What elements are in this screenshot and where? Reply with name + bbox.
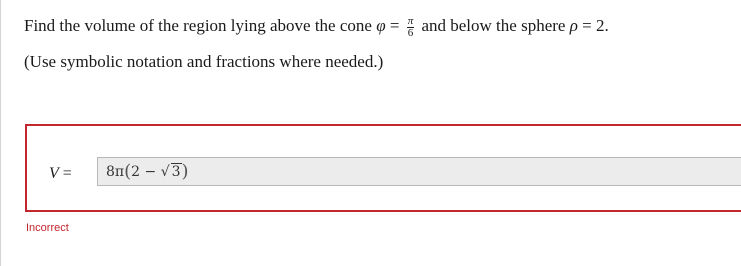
answer-expression xyxy=(106,161,189,183)
instruction-text: (Use symbolic notation and fractions where needed.) xyxy=(24,52,384,71)
status-incorrect: Incorrect xyxy=(26,222,69,234)
radicand: 3 xyxy=(171,164,181,180)
question-prefix: Find the volume of the region lying above the cone xyxy=(24,16,372,35)
minus-sign: − xyxy=(144,164,157,180)
pi-over-six-fraction xyxy=(407,16,415,39)
rho-value: = 2. xyxy=(582,16,609,35)
answer-equals-sign: = xyxy=(62,165,72,182)
fraction-numerator: π xyxy=(407,15,414,27)
equals-sign: = xyxy=(389,16,400,35)
phi-symbol: φ xyxy=(376,16,386,35)
square-root xyxy=(161,161,182,183)
question-middle: and below the sphere xyxy=(421,16,566,35)
rho-symbol: ρ xyxy=(569,16,578,35)
sqrt-icon: √ xyxy=(160,164,170,180)
answer-box-incorrect xyxy=(25,124,741,212)
answer-minuend: 2 xyxy=(131,164,141,180)
variable-v: V xyxy=(49,165,59,182)
panel-left-border xyxy=(0,0,1,266)
close-paren: ) xyxy=(181,161,189,182)
answer-variable-label xyxy=(49,164,72,184)
question-text xyxy=(24,14,609,39)
open-paren: ( xyxy=(124,161,132,182)
answer-coefficient: 8π xyxy=(106,164,125,180)
fraction-denominator: 6 xyxy=(407,27,414,39)
answer-input-field[interactable] xyxy=(97,157,741,186)
